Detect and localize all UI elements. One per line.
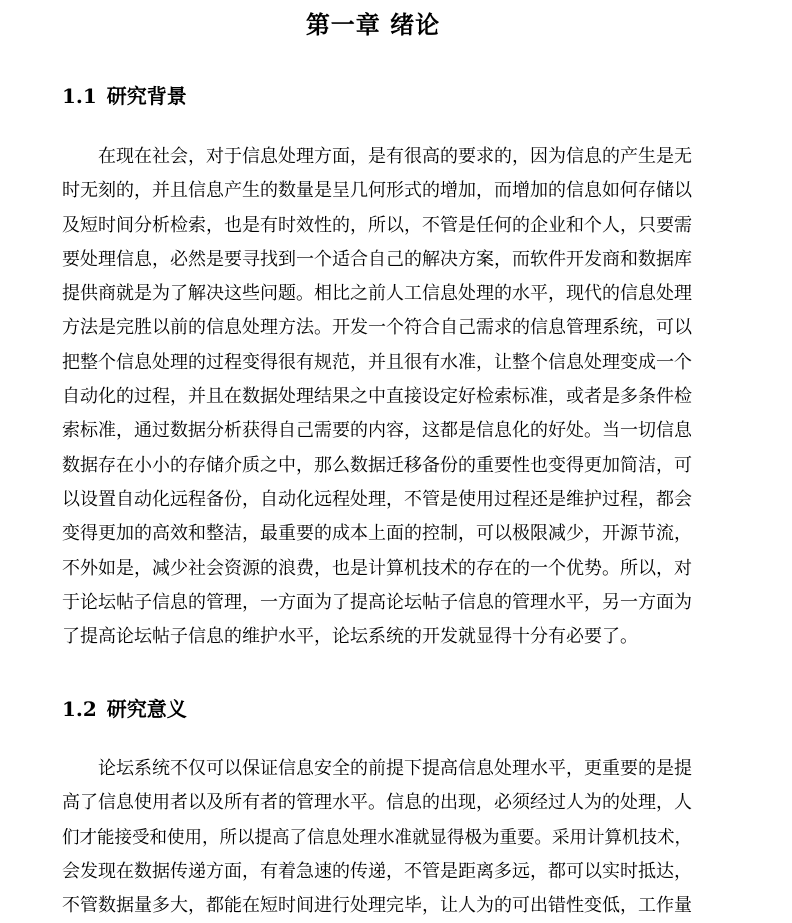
text-line: 会发现在数据传递方面，有着急速的传递，不管是距离多远，都可以实时抵达， (62, 860, 692, 882)
text-line: 不管数据量多大，都能在短时间进行处理完毕，让人为的可出错性变低，工作量 (62, 895, 692, 917)
paragraph-research-background (62, 140, 692, 654)
text-line: 自动化的过程，并且在数据处理结果之中直接设定好检索标准，或者是多条件检 (62, 386, 692, 408)
chapter-title: 第一章 绪论 (305, 10, 441, 39)
text-line: 不外如是，减少社会资源的浪费，也是计算机技术的存在的一个优势。所以，对 (62, 557, 692, 579)
text-line: 变得更加的高效和整洁，最重要的成本上面的控制，可以极限减少，开源节流， (62, 523, 692, 545)
text-line: 及短时间分析检索，也是有时效性的，所以，不管是任何的企业和个人，只要需 (62, 214, 692, 236)
text-line: 以设置自动化远程备份，自动化远程处理，不管是使用过程还是维护过程，都会 (62, 488, 692, 510)
section-number: 1.1 (62, 84, 97, 108)
text-line: 索标准，通过数据分析获得自己需要的内容，这都是信息化的好处。当一切信息 (62, 420, 692, 442)
paragraph-research-significance (62, 752, 692, 923)
section-heading-significance (62, 695, 187, 723)
text-line: 高了信息使用者以及所有者的管理水平。信息的出现，必须经过人为的处理，人 (62, 792, 692, 814)
text-line: 们才能接受和使用，所以提高了信息处理水准就显得极为重要。采用计算机技术， (62, 827, 692, 848)
section-title: 研究意义 (106, 697, 187, 721)
text-line: 要处理信息，必然是要寻找到一个适合自己的解决方案，而软件开发商和数据库 (62, 248, 692, 270)
section-heading-background (62, 82, 187, 110)
text-line: 在现在社会，对于信息处理方面，是有很高的要求的，因为信息的产生是无 (98, 146, 692, 167)
text-line: 数据存在小小的存储介质之中，那么数据迁移备份的重要性也变得更加简洁，可 (62, 454, 692, 476)
text-line: 把整个信息处理的过程变得很有规范，并且很有水准，让整个信息处理变成一个 (62, 351, 692, 373)
text-line: 论坛系统不仅可以保证信息安全的前提下提高信息处理水平，更重要的是提 (98, 758, 692, 779)
text-line: 方法是完胜以前的信息处理方法。开发一个符合自己需求的信息管理系统，可以 (62, 317, 692, 339)
text-line: 了提高论坛帖子信息的维护水平，论坛系统的开发就显得十分有必要了。 (62, 626, 638, 648)
text-line: 提供商就是为了解决这些问题。相比之前人工信息处理的水平，现代的信息处理 (62, 283, 692, 305)
section-title: 研究背景 (106, 84, 187, 108)
text-line: 于论坛帖子信息的管理，一方面为了提高论坛帖子信息的管理水平，另一方面为 (62, 591, 692, 613)
section-number: 1.2 (62, 697, 97, 721)
text-line: 时无刻的，并且信息产生的数量是呈几何形式的增加，而增加的信息如何存储以 (62, 180, 692, 202)
